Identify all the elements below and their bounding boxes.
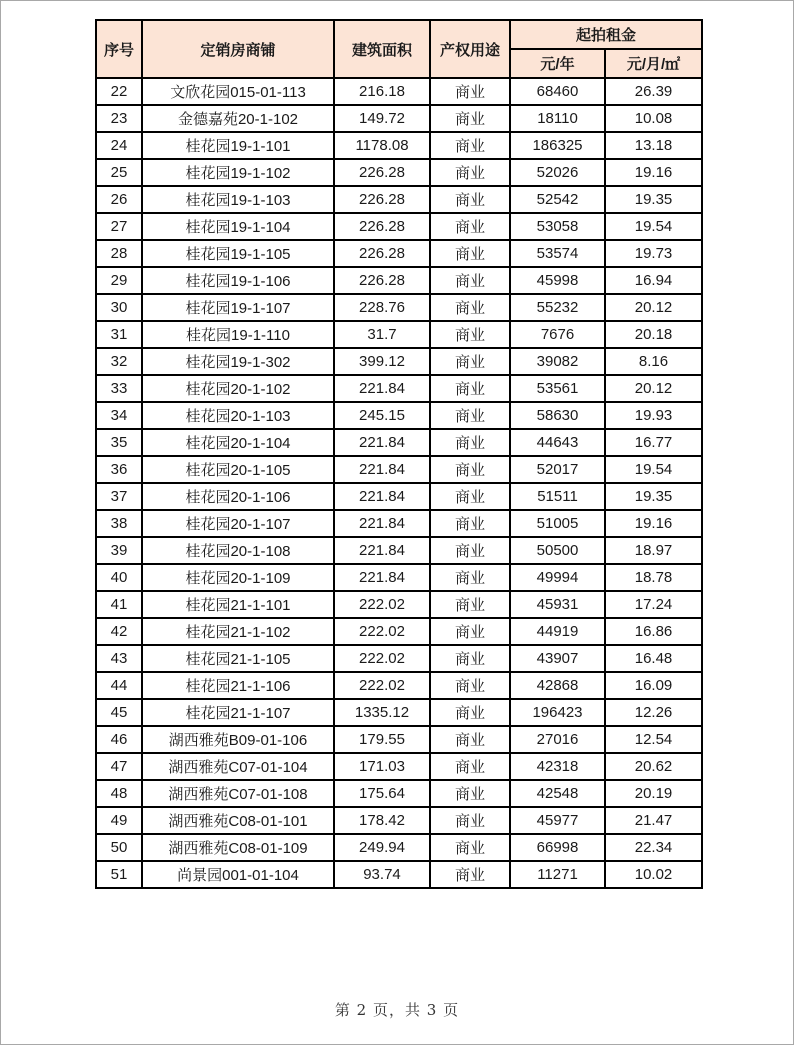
header-usage: 产权用途 [430,20,510,78]
cell-rent-year: 45998 [510,267,605,294]
table-row [96,645,702,672]
cell-area: 222.02 [334,672,430,699]
cell-usage: 商业 [430,321,510,348]
cell-rent-month-sqm: 12.54 [605,726,702,753]
cell-shop: 文欣花园015-01-113 [142,78,334,105]
cell-index: 51 [96,861,142,888]
cell-index: 39 [96,537,142,564]
cell-area: 245.15 [334,402,430,429]
cell-area: 226.28 [334,186,430,213]
cell-rent-year: 50500 [510,537,605,564]
cell-rent-year: 44919 [510,618,605,645]
table-row [96,294,702,321]
cell-index: 34 [96,402,142,429]
cell-rent-year: 39082 [510,348,605,375]
table-row [96,213,702,240]
cell-area: 1335.12 [334,699,430,726]
cell-rent-month-sqm: 20.12 [605,375,702,402]
cell-rent-month-sqm: 16.48 [605,645,702,672]
cell-shop: 桂花园20-1-104 [142,429,334,456]
cell-rent-month-sqm: 16.94 [605,267,702,294]
cell-index: 40 [96,564,142,591]
cell-usage: 商业 [430,861,510,888]
cell-index: 30 [96,294,142,321]
cell-shop: 尚景园001-01-104 [142,861,334,888]
table-row [96,375,702,402]
cell-rent-month-sqm: 19.54 [605,456,702,483]
table-body [96,78,702,888]
cell-rent-month-sqm: 19.16 [605,510,702,537]
cell-rent-month-sqm: 10.02 [605,861,702,888]
cell-area: 249.94 [334,834,430,861]
cell-rent-year: 186325 [510,132,605,159]
cell-shop: 桂花园21-1-102 [142,618,334,645]
cell-rent-year: 42548 [510,780,605,807]
table-row [96,483,702,510]
cell-index: 47 [96,753,142,780]
table-row [96,267,702,294]
cell-rent-year: 44643 [510,429,605,456]
table-row [96,780,702,807]
cell-shop: 桂花园19-1-107 [142,294,334,321]
cell-usage: 商业 [430,591,510,618]
cell-area: 221.84 [334,375,430,402]
cell-usage: 商业 [430,780,510,807]
table-row [96,321,702,348]
cell-index: 35 [96,429,142,456]
table-row [96,618,702,645]
cell-usage: 商业 [430,429,510,456]
cell-shop: 桂花园19-1-103 [142,186,334,213]
cell-rent-year: 53058 [510,213,605,240]
cell-usage: 商业 [430,375,510,402]
cell-index: 23 [96,105,142,132]
cell-shop: 湖西雅苑C07-01-108 [142,780,334,807]
cell-rent-year: 52017 [510,456,605,483]
cell-shop: 桂花园19-1-110 [142,321,334,348]
cell-index: 29 [96,267,142,294]
cell-rent-month-sqm: 20.18 [605,321,702,348]
cell-index: 33 [96,375,142,402]
header-area: 建筑面积 [334,20,430,78]
cell-area: 221.84 [334,537,430,564]
cell-rent-year: 51511 [510,483,605,510]
cell-rent-month-sqm: 16.09 [605,672,702,699]
table-row [96,429,702,456]
cell-index: 44 [96,672,142,699]
table-row [96,537,702,564]
cell-index: 48 [96,780,142,807]
cell-rent-year: 45931 [510,591,605,618]
cell-area: 226.28 [334,267,430,294]
table-header [96,20,702,78]
cell-usage: 商业 [430,456,510,483]
table-row [96,348,702,375]
cell-usage: 商业 [430,186,510,213]
cell-area: 226.28 [334,159,430,186]
cell-rent-month-sqm: 20.19 [605,780,702,807]
cell-index: 27 [96,213,142,240]
cell-rent-month-sqm: 20.12 [605,294,702,321]
cell-index: 43 [96,645,142,672]
cell-usage: 商业 [430,537,510,564]
cell-shop: 桂花园20-1-108 [142,537,334,564]
cell-rent-year: 7676 [510,321,605,348]
cell-rent-month-sqm: 17.24 [605,591,702,618]
cell-usage: 商业 [430,402,510,429]
header-index: 序号 [96,20,142,78]
table-row [96,510,702,537]
table-row [96,159,702,186]
cell-index: 41 [96,591,142,618]
cell-shop: 桂花园20-1-106 [142,483,334,510]
cell-usage: 商业 [430,834,510,861]
table-row [96,132,702,159]
page-number-footer: 第 2 页，共 3 页 [334,1001,460,1019]
cell-rent-year: 42868 [510,672,605,699]
cell-rent-year: 52542 [510,186,605,213]
cell-usage: 商业 [430,672,510,699]
cell-area: 226.28 [334,240,430,267]
cell-shop: 桂花园21-1-107 [142,699,334,726]
cell-shop: 金德嘉苑20-1-102 [142,105,334,132]
cell-usage: 商业 [430,726,510,753]
cell-usage: 商业 [430,645,510,672]
cell-shop: 桂花园20-1-103 [142,402,334,429]
cell-rent-year: 68460 [510,78,605,105]
cell-index: 49 [96,807,142,834]
cell-rent-year: 43907 [510,645,605,672]
cell-area: 221.84 [334,456,430,483]
table-row [96,240,702,267]
cell-rent-year: 66998 [510,834,605,861]
cell-rent-month-sqm: 19.16 [605,159,702,186]
cell-area: 171.03 [334,753,430,780]
cell-shop: 湖西雅苑B09-01-106 [142,726,334,753]
cell-rent-month-sqm: 21.47 [605,807,702,834]
header-shop: 定销房商铺 [142,20,334,78]
cell-index: 26 [96,186,142,213]
cell-usage: 商业 [430,213,510,240]
cell-shop: 桂花园21-1-106 [142,672,334,699]
table-row [96,105,702,132]
cell-index: 45 [96,699,142,726]
cell-area: 222.02 [334,618,430,645]
rental-listing-table [95,19,703,889]
cell-usage: 商业 [430,294,510,321]
cell-area: 93.74 [334,861,430,888]
table-row [96,672,702,699]
cell-shop: 桂花园20-1-102 [142,375,334,402]
cell-rent-month-sqm: 13.18 [605,132,702,159]
cell-rent-month-sqm: 22.34 [605,834,702,861]
cell-index: 28 [96,240,142,267]
cell-rent-month-sqm: 19.35 [605,483,702,510]
cell-rent-year: 52026 [510,159,605,186]
cell-shop: 桂花园19-1-302 [142,348,334,375]
table-row [96,186,702,213]
cell-usage: 商业 [430,105,510,132]
table-row [96,402,702,429]
cell-index: 38 [96,510,142,537]
cell-area: 399.12 [334,348,430,375]
cell-rent-month-sqm: 8.16 [605,348,702,375]
cell-usage: 商业 [430,807,510,834]
cell-index: 32 [96,348,142,375]
cell-rent-month-sqm: 19.35 [605,186,702,213]
cell-usage: 商业 [430,267,510,294]
cell-rent-year: 55232 [510,294,605,321]
cell-usage: 商业 [430,510,510,537]
cell-rent-month-sqm: 20.62 [605,753,702,780]
table-row [96,78,702,105]
cell-usage: 商业 [430,753,510,780]
cell-area: 226.28 [334,213,430,240]
cell-rent-month-sqm: 19.73 [605,240,702,267]
table-row [96,834,702,861]
cell-area: 222.02 [334,645,430,672]
cell-rent-month-sqm: 26.39 [605,78,702,105]
cell-usage: 商业 [430,483,510,510]
cell-index: 37 [96,483,142,510]
cell-shop: 湖西雅苑C07-01-104 [142,753,334,780]
table-row [96,807,702,834]
cell-area: 31.7 [334,321,430,348]
cell-usage: 商业 [430,240,510,267]
cell-shop: 桂花园21-1-101 [142,591,334,618]
cell-shop: 桂花园19-1-101 [142,132,334,159]
cell-index: 46 [96,726,142,753]
cell-rent-month-sqm: 16.86 [605,618,702,645]
cell-shop: 桂花园19-1-106 [142,267,334,294]
table-row [96,861,702,888]
table-row [96,726,702,753]
cell-area: 221.84 [334,564,430,591]
cell-rent-year: 196423 [510,699,605,726]
cell-rent-month-sqm: 19.93 [605,402,702,429]
cell-rent-year: 51005 [510,510,605,537]
cell-index: 31 [96,321,142,348]
cell-rent-year: 18110 [510,105,605,132]
cell-shop: 桂花园19-1-105 [142,240,334,267]
header-rent-month-sqm: 元/月/㎡ [605,49,702,78]
cell-shop: 桂花园20-1-107 [142,510,334,537]
table-row [96,591,702,618]
cell-rent-year: 49994 [510,564,605,591]
cell-usage: 商业 [430,618,510,645]
cell-usage: 商业 [430,159,510,186]
header-rent-group: 起拍租金 [510,20,702,49]
cell-usage: 商业 [430,132,510,159]
cell-usage: 商业 [430,699,510,726]
cell-shop: 湖西雅苑C08-01-109 [142,834,334,861]
cell-index: 25 [96,159,142,186]
cell-usage: 商业 [430,78,510,105]
cell-area: 221.84 [334,429,430,456]
cell-rent-year: 11271 [510,861,605,888]
cell-index: 36 [96,456,142,483]
cell-area: 149.72 [334,105,430,132]
cell-index: 42 [96,618,142,645]
cell-area: 221.84 [334,510,430,537]
cell-rent-month-sqm: 18.78 [605,564,702,591]
cell-area: 216.18 [334,78,430,105]
cell-shop: 桂花园19-1-102 [142,159,334,186]
cell-rent-year: 42318 [510,753,605,780]
table-row [96,564,702,591]
cell-rent-year: 53574 [510,240,605,267]
cell-area: 175.64 [334,780,430,807]
cell-rent-month-sqm: 18.97 [605,537,702,564]
cell-rent-year: 53561 [510,375,605,402]
cell-rent-month-sqm: 16.77 [605,429,702,456]
table-row [96,699,702,726]
cell-index: 24 [96,132,142,159]
cell-shop: 桂花园20-1-105 [142,456,334,483]
cell-shop: 桂花园20-1-109 [142,564,334,591]
cell-area: 228.76 [334,294,430,321]
table-row [96,456,702,483]
cell-index: 22 [96,78,142,105]
cell-area: 222.02 [334,591,430,618]
cell-rent-month-sqm: 12.26 [605,699,702,726]
cell-area: 178.42 [334,807,430,834]
cell-area: 221.84 [334,483,430,510]
cell-rent-year: 58630 [510,402,605,429]
table-row [96,753,702,780]
header-rent-year: 元/年 [510,49,605,78]
cell-index: 50 [96,834,142,861]
cell-area: 179.55 [334,726,430,753]
cell-rent-month-sqm: 19.54 [605,213,702,240]
cell-shop: 湖西雅苑C08-01-101 [142,807,334,834]
cell-shop: 桂花园19-1-104 [142,213,334,240]
cell-shop: 桂花园21-1-105 [142,645,334,672]
cell-rent-month-sqm: 10.08 [605,105,702,132]
cell-rent-year: 45977 [510,807,605,834]
cell-rent-year: 27016 [510,726,605,753]
cell-usage: 商业 [430,564,510,591]
cell-usage: 商业 [430,348,510,375]
cell-area: 1178.08 [334,132,430,159]
